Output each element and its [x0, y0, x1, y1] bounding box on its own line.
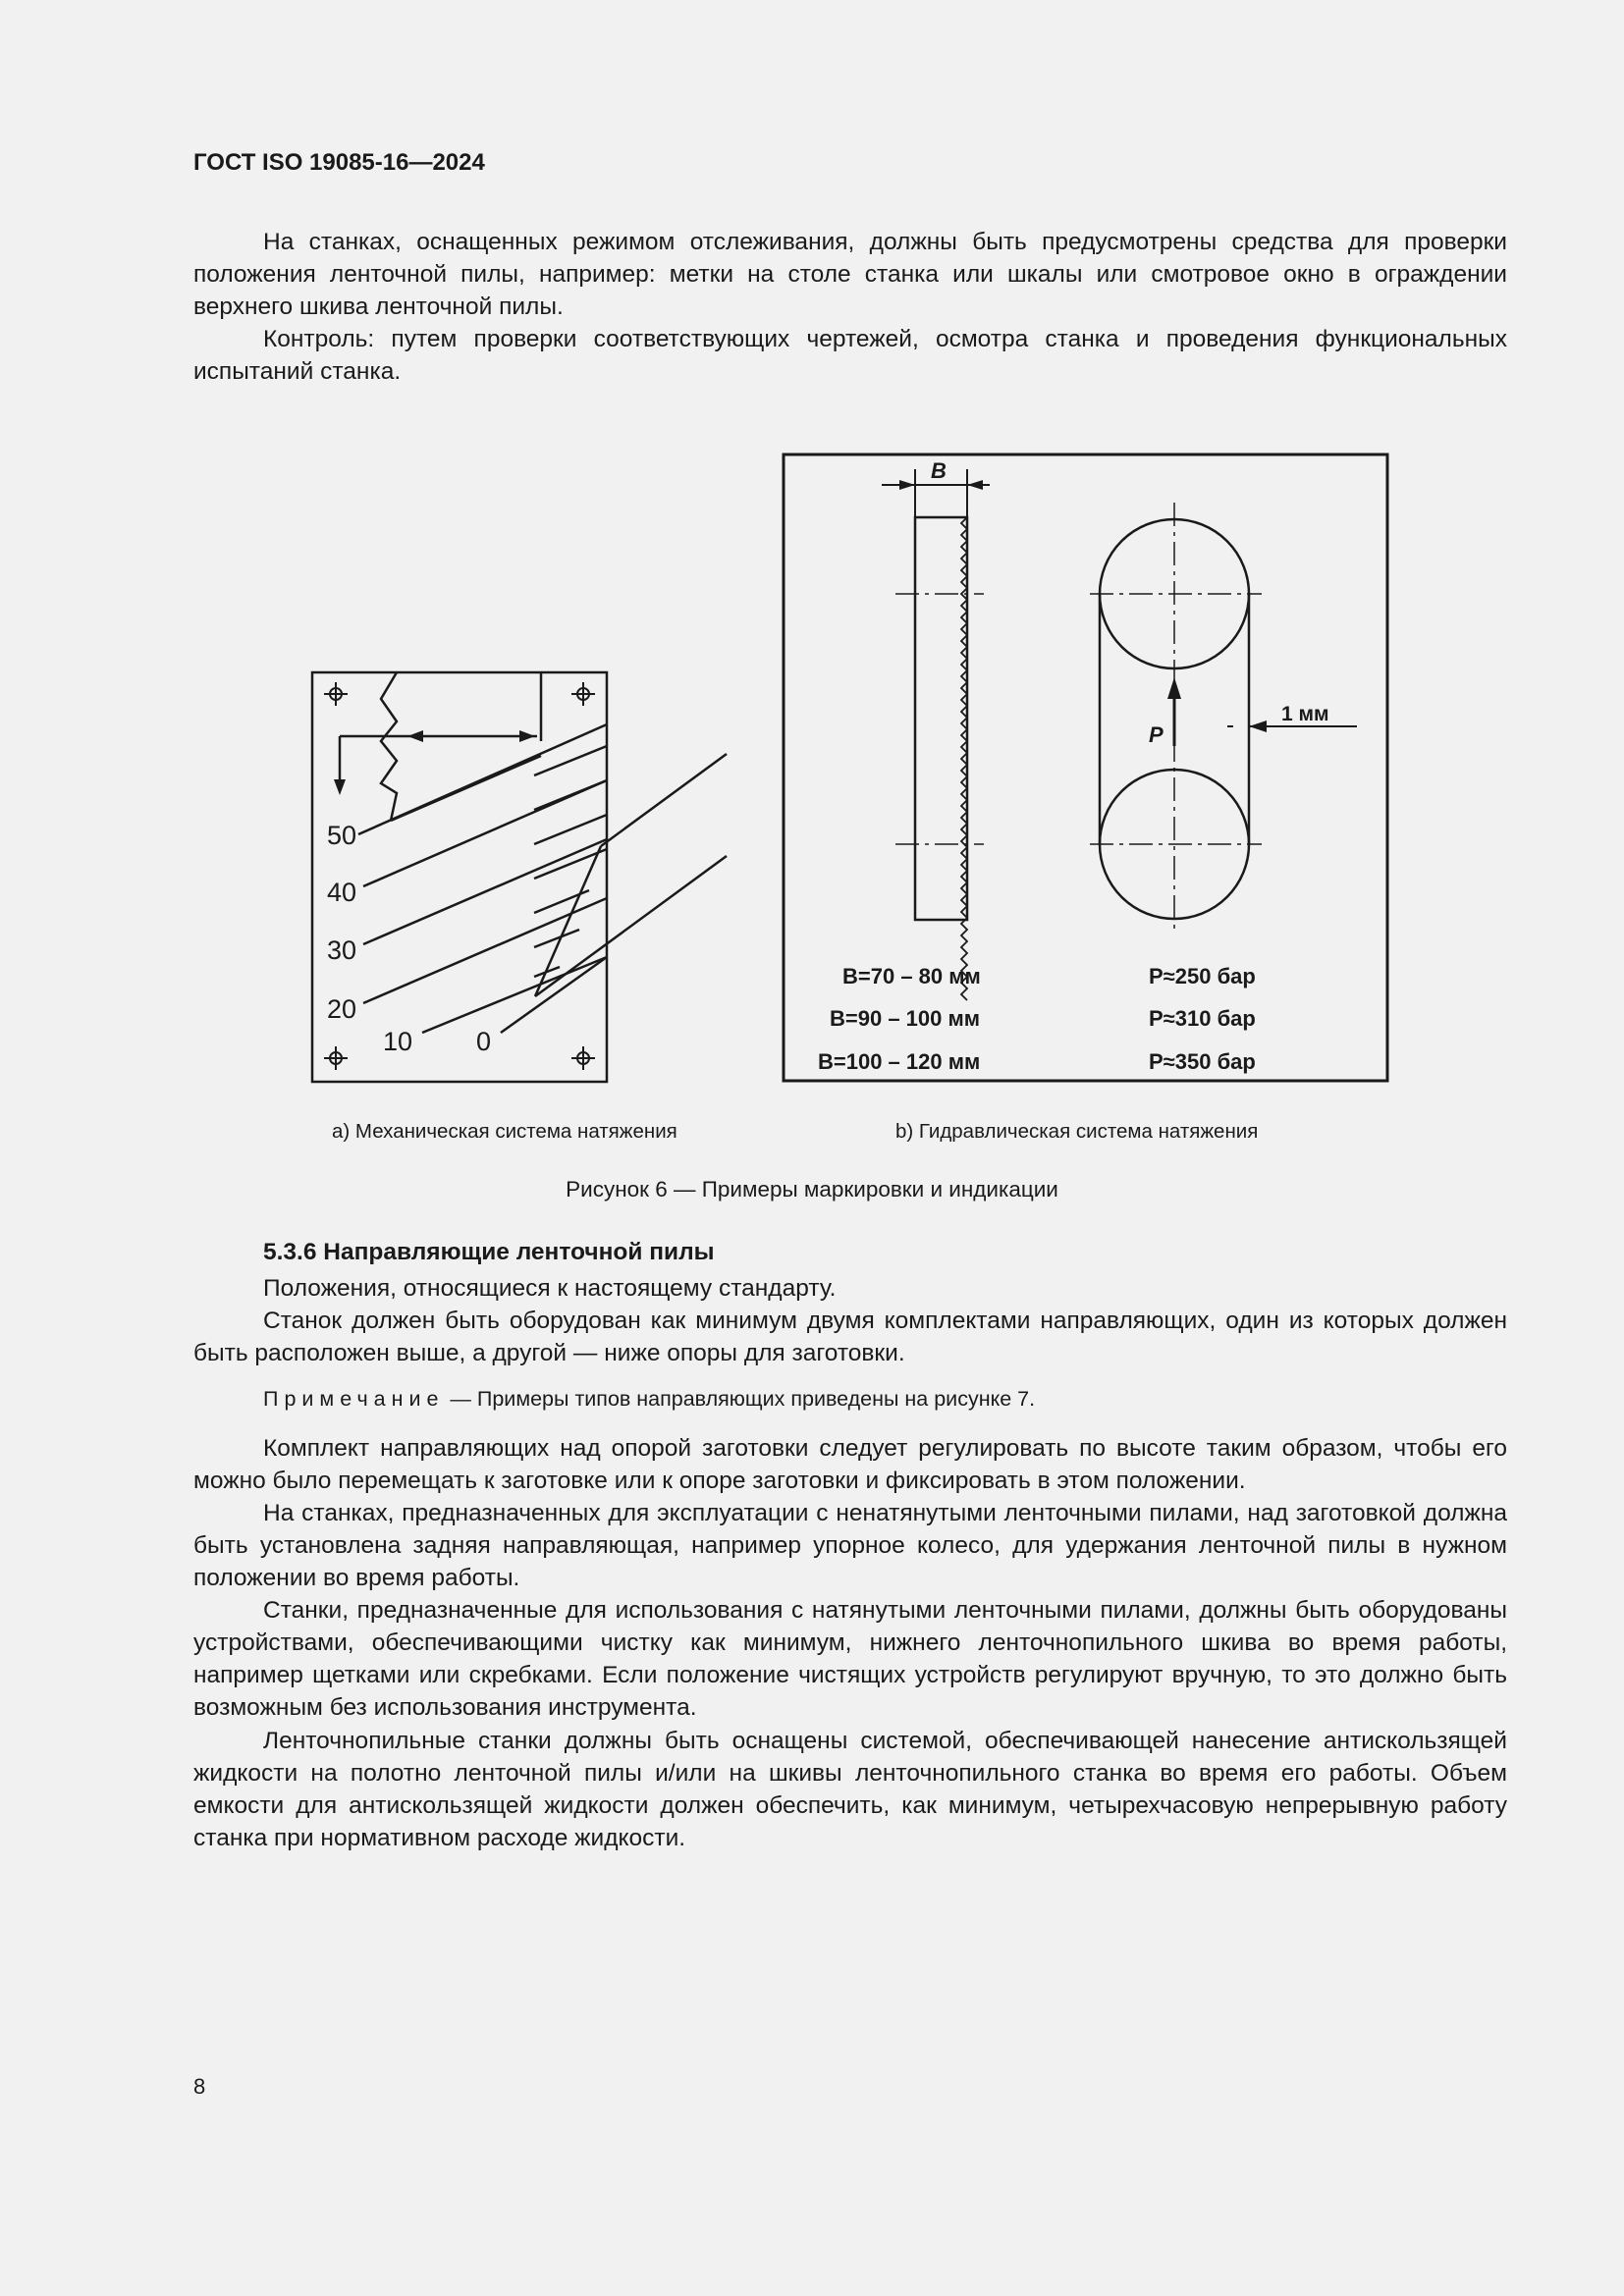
page-number: 8 [193, 2074, 206, 2099]
scale-label: 50 [327, 821, 357, 850]
pressure-row: P≈310 бар [1149, 1006, 1256, 1031]
scale-label: 40 [327, 878, 357, 907]
scale-label: 20 [327, 994, 357, 1024]
figure-caption-b: b) Гидравлическая система натяжения [895, 1120, 1259, 1143]
scale-label: 0 [476, 1027, 492, 1056]
note [193, 1383, 1507, 1415]
paragraph: Станок должен быть оборудован как минимум двумя комплектами направляющих, один из которых должен быть расположен выше, а другой — ниже опоры для заготовки. [193, 1308, 1507, 1366]
note-text: — Примеры типов направляющих приведены на рисунке 7. [444, 1387, 1036, 1411]
dimension-b-label: B [931, 458, 947, 483]
paragraph: Положения, относящиеся к настоящему стандарту. [263, 1275, 837, 1302]
document-header: ГОСТ ISO 19085-16—2024 [193, 149, 485, 176]
blade-width-row: B=100 – 120 мм [818, 1049, 981, 1074]
paragraph: Станки, предназначенные для использования с натянутыми ленточными пилами, должны быть оборудованы устройствами, обеспечивающими чистку как минимум, нижнего ленточнопильного шкива во время работы, например щетками или скребками. Если положение чистящих устройств регулируют вручную, то это должно быть возможным без использования инструмента. [193, 1597, 1507, 1721]
paragraph: На станках, предназначенных для эксплуатации с ненатянутыми ленточными пилами, над заготовкой должна быть установлена задняя направляющая, например упорное колесо, для удержания ленточной пилы в нужном положении во время работы. [193, 1500, 1507, 1591]
blade-width-row: B=70 – 80 мм [842, 964, 981, 988]
blade-width-row: B=90 – 100 мм [830, 1006, 981, 1031]
paragraph-tracking-mode: На станках, оснащенных режимом отслеживания, должны быть предусмотрены средства для проверки положения ленточной пилы, например: метки на столе станка или шкалы или смотровое окно в ограждении верхнего шкива ленточной пилы. [193, 229, 1507, 320]
figure-a-mechanical [295, 658, 746, 1090]
paragraph-control: Контроль: путем проверки соответствующих чертежей, осмотра станка и проведения функциональных испытаний станка. [193, 326, 1507, 385]
scale-label: 10 [383, 1027, 413, 1056]
pressure-row: P≈350 бар [1149, 1049, 1256, 1074]
paragraph: Ленточнопильные станки должны быть оснащены системой, обеспечивающей нанесение антискользящей жидкости на полотно ленточной пилы и/или на шкивы ленточнопильного станка во время его работы. Объем емкости для антискользящей жидкости должен обеспечить, как минимум, четырехчасовую непрерывную работу станка при нормативном расходе жидкости. [193, 1728, 1507, 1851]
figure-title: Рисунок 6 — Примеры маркировки и индикации [566, 1177, 1058, 1201]
figure-caption-a: а) Механическая система натяжения [332, 1120, 677, 1143]
note-label: Примечание [263, 1387, 445, 1411]
gap-mm-label: 1 мм [1281, 703, 1329, 725]
scale-label: 30 [327, 935, 357, 965]
pressure-p-label: P [1149, 722, 1164, 747]
figure-b-hydraulic [776, 447, 1394, 1095]
section-heading: 5.3.6 Направляющие ленточной пилы [263, 1239, 715, 1265]
paragraph: Комплект направляющих над опорой заготовки следует регулировать по высоте таким образом, чтобы его можно было перемещать к заготовке или к опоре заготовки и фиксировать в этом положении. [193, 1435, 1507, 1494]
pressure-row: P≈250 бар [1149, 964, 1256, 988]
